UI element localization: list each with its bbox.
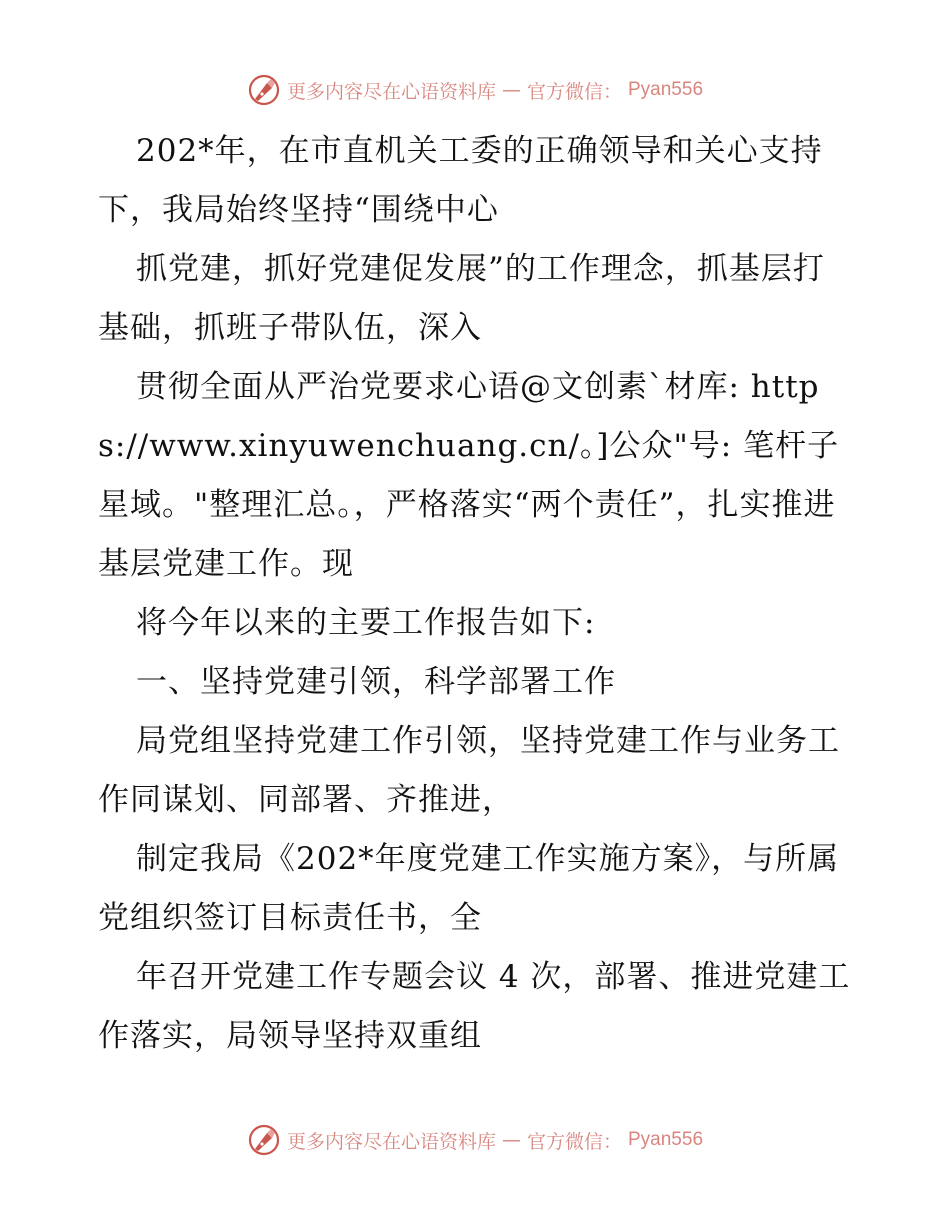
header-watermark (0, 70, 950, 110)
watermark-brand: 更多内容尽在心语资料库 (286, 80, 496, 103)
pen-nib-logo-icon (247, 1123, 281, 1157)
paragraph-4: 将今年以来的主要工作报告如下: (136, 605, 596, 641)
pen-nib-logo-icon (247, 73, 281, 107)
watermark-separator: — (501, 1129, 521, 1151)
watermark-wechat-id: Pyan556 (628, 1129, 704, 1150)
watermark-brand: 更多内容尽在心语资料库 (286, 1130, 496, 1153)
watermark-wechat-id: Pyan556 (628, 79, 704, 100)
paragraph-2: 抓党建，抓好党建促发展”的工作理念，抓基层打基础，抓班子带队伍，深入 (98, 251, 825, 346)
watermark-separator: — (501, 79, 521, 101)
paragraph-1: 202*年，在市直机关工委的正确领导和关心支持下，我局始终坚持“围绕中心 (98, 133, 823, 228)
paragraph-3: 贯彻全面从严治党要求心语@文创素`材库: https://www.xinyuwenchuang.cn/。]公众"号: 笔杆子星域。"整理汇总。，严格落实“两个责任”，扎实推进基层党建工作。现 (98, 369, 840, 582)
document-body (98, 122, 853, 1066)
footer-watermark (0, 1120, 950, 1160)
paragraph-5: 局党组坚持党建工作引领，坚持党建工作与业务工作同谋划、同部署、齐推进， (98, 723, 840, 818)
paragraph-6: 制定我局《202*年度党建工作实施方案》，与所属党组织签订目标责任书，全 (98, 841, 840, 936)
watermark-official-label: 官方微信： (526, 1130, 622, 1153)
section-heading-1: 一、坚持党建引领，科学部署工作 (136, 664, 616, 700)
paragraph-7: 年召开党建工作专题会议 4 次，部署、推进党建工作落实，局领导坚持双重组 (98, 959, 851, 1054)
watermark-official-label: 官方微信： (526, 80, 622, 103)
